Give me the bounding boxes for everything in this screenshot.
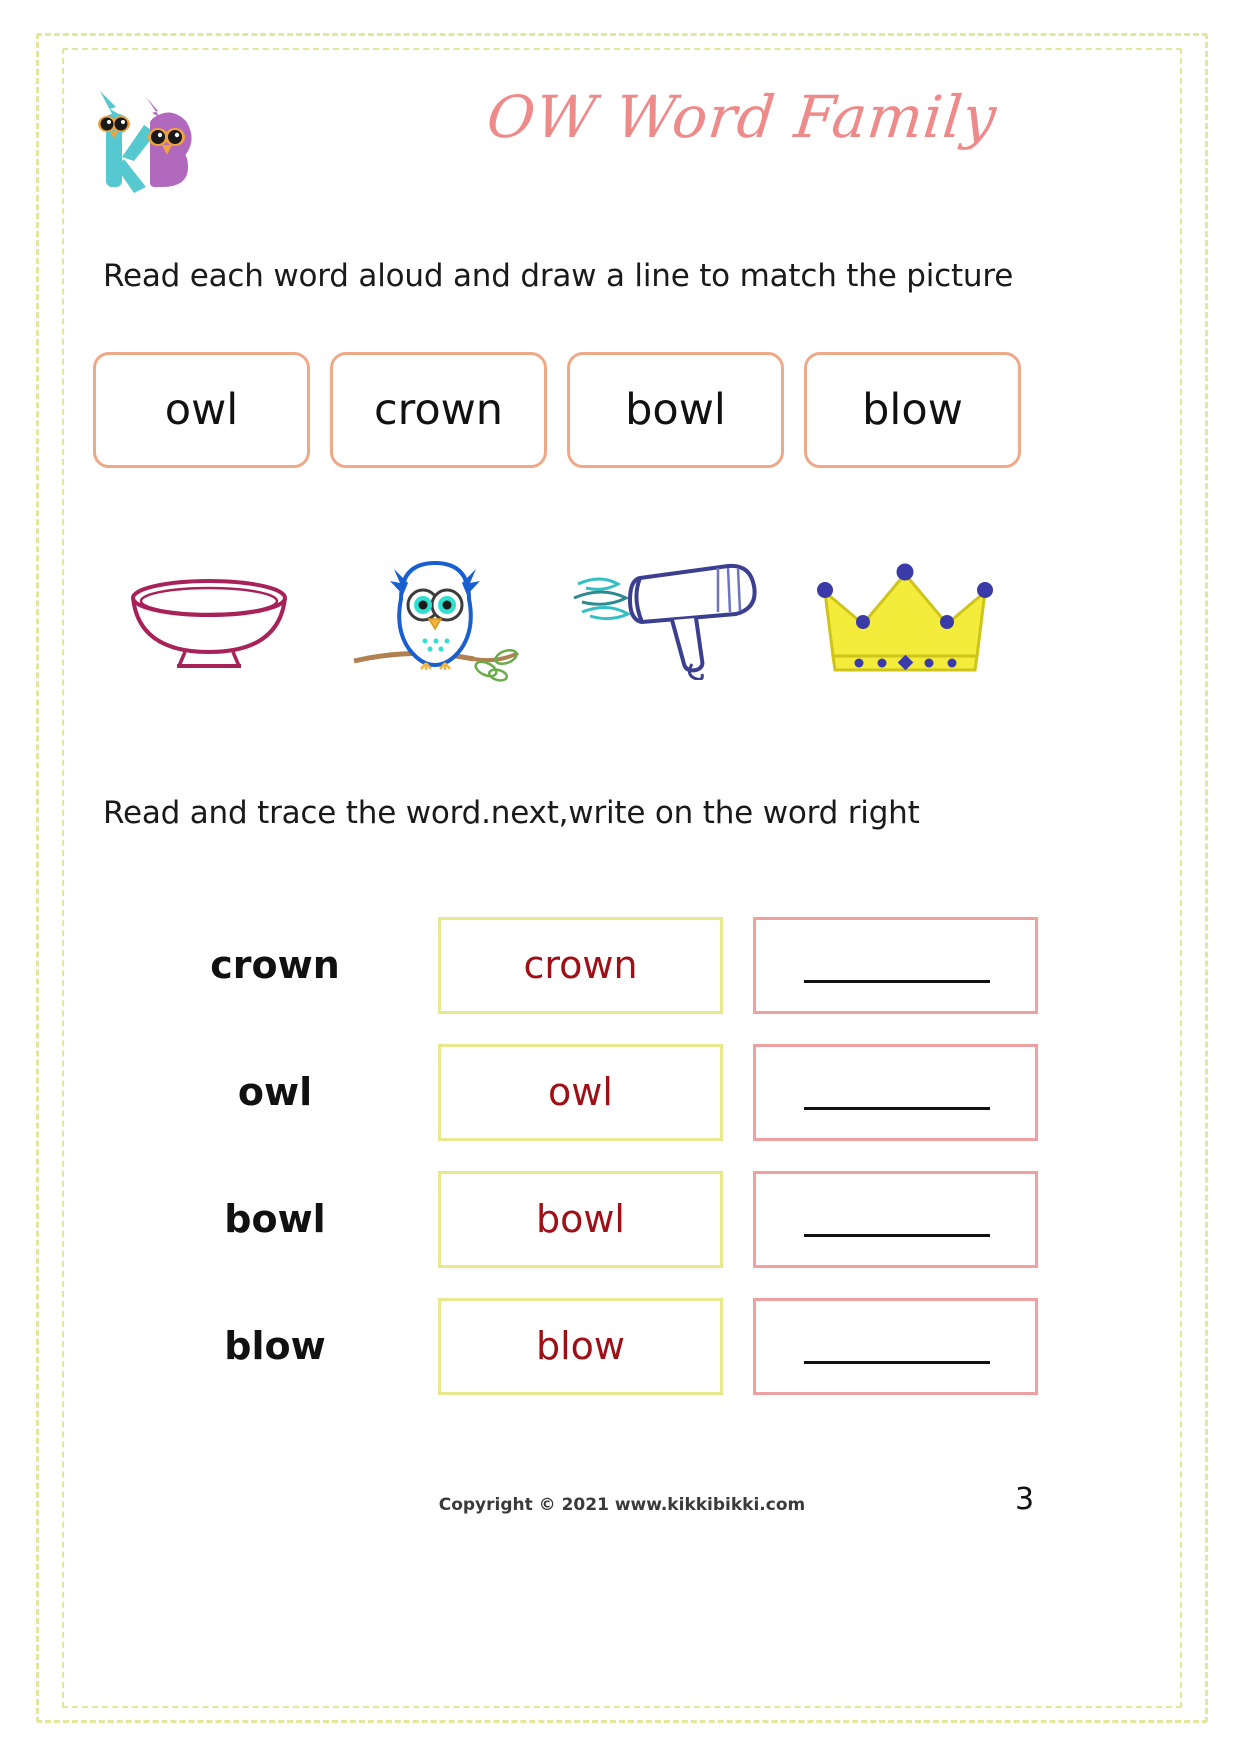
word-chip-blow[interactable]: blow <box>804 352 1021 468</box>
write-box[interactable] <box>753 1044 1038 1141</box>
word-chip-bowl[interactable]: bowl <box>567 352 784 468</box>
writing-line <box>804 1107 990 1110</box>
row-word-label: blow <box>224 1324 326 1368</box>
word-chip-owl[interactable]: owl <box>93 352 310 468</box>
table-row <box>150 915 1040 1015</box>
page-title: OW Word Family <box>483 83 1001 151</box>
picture-cell-bowl[interactable] <box>93 535 325 705</box>
owl-illustration <box>346 553 536 688</box>
writing-line <box>804 1361 990 1364</box>
trace-word-text: crown <box>523 943 638 987</box>
table-row <box>150 1296 1040 1396</box>
word-bank <box>93 352 1021 468</box>
table-row <box>150 1169 1040 1269</box>
trace-write-table <box>150 915 1040 1423</box>
trace-word-text: owl <box>548 1070 613 1114</box>
row-word-label: crown <box>210 943 340 987</box>
crown-illustration <box>815 558 995 683</box>
trace-word-text: bowl <box>535 1197 625 1241</box>
row-word-label: owl <box>237 1070 313 1114</box>
page-frame-inner <box>62 48 1182 1708</box>
copyright-notice: Copyright © 2021 www.kikkibikki.com <box>438 1495 806 1515</box>
picture-row <box>93 535 1021 705</box>
page-header <box>62 55 1182 215</box>
picture-cell-owl[interactable] <box>325 535 557 705</box>
word-chip-crown[interactable]: crown <box>330 352 547 468</box>
picture-cell-hair-dryer[interactable] <box>557 535 789 705</box>
writing-line <box>804 980 990 983</box>
trace-box[interactable] <box>438 1298 723 1395</box>
logo-b-bird <box>146 97 192 187</box>
writing-line <box>804 1234 990 1237</box>
trace-box[interactable] <box>438 917 723 1014</box>
trace-box[interactable] <box>438 1044 723 1141</box>
write-box[interactable] <box>753 1298 1038 1395</box>
hair-dryer-illustration <box>568 560 778 680</box>
write-box[interactable] <box>753 1171 1038 1268</box>
picture-cell-crown[interactable] <box>789 535 1021 705</box>
write-box[interactable] <box>753 917 1038 1014</box>
instruction-match-pictures: Read each word aloud and draw a line to match the picture <box>103 258 1014 294</box>
instruction-trace-words: Read and trace the word.next,write on the word right <box>103 795 920 831</box>
page-number: 3 <box>1015 1482 1035 1517</box>
logo-k-bird <box>98 91 156 193</box>
brand-logo <box>80 73 250 203</box>
row-word-label: bowl <box>224 1197 326 1241</box>
trace-word-text: blow <box>535 1324 625 1368</box>
trace-box[interactable] <box>438 1171 723 1268</box>
table-row <box>150 1042 1040 1142</box>
bowl-illustration <box>122 560 297 680</box>
